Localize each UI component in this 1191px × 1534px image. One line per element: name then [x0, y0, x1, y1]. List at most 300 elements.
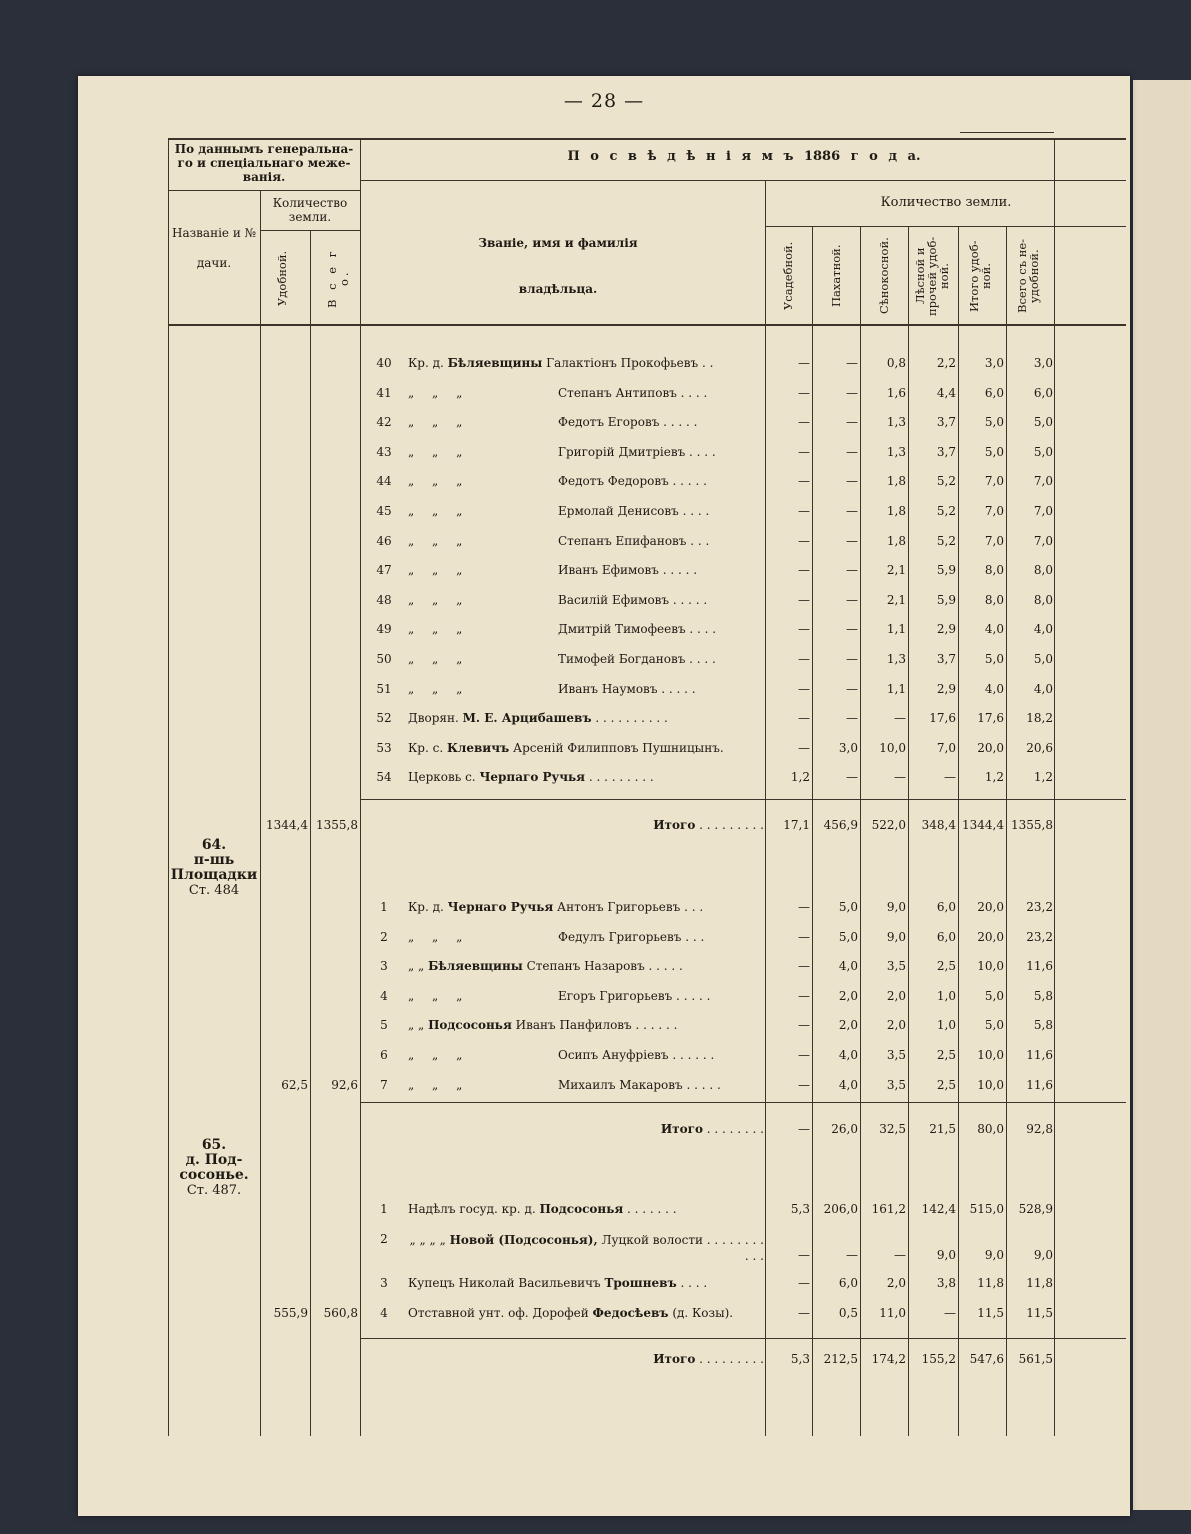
col-header-seno: Сѣнокосной.	[877, 237, 891, 315]
total-label	[408, 1352, 764, 1366]
owner-place: Бѣляевщины	[447, 356, 543, 370]
col-header-pakh: Пахатной.	[829, 244, 843, 308]
value-seno: 9,0	[886, 929, 906, 944]
total-row	[168, 1122, 1126, 1144]
total-les: 21,5	[929, 1122, 956, 1136]
total-vsego: 561,5	[1018, 1352, 1053, 1366]
total-itud: 80,0	[977, 1122, 1004, 1136]
left-values-row	[168, 1078, 1126, 1100]
owner-prefix: „ „	[408, 959, 429, 974]
value-vsego: 7,0	[1033, 533, 1053, 548]
owner-place: Подсосонья	[428, 1018, 512, 1033]
table-row	[168, 1202, 1126, 1224]
row-number: 2	[380, 1232, 388, 1246]
owner-cell	[408, 504, 764, 518]
row-number: 45	[376, 504, 392, 518]
owner-prefix: Кр. д.	[408, 356, 448, 370]
total-les: 155,2	[921, 1352, 956, 1366]
value-seno: 2,1	[886, 592, 906, 607]
value-vsego: 11,8	[1026, 1276, 1053, 1290]
owner-prefix: „ „ „	[408, 415, 463, 430]
dacha-name-line: сосонье.	[179, 1167, 249, 1183]
value-pakh: —	[846, 356, 858, 370]
owner-cell	[408, 474, 764, 488]
value-vsego: 3,0	[1033, 356, 1053, 370]
total-rule	[360, 1338, 1126, 1339]
table-row	[168, 711, 1126, 733]
owner-cell	[408, 652, 764, 666]
owner-place: Черпаго Ручья	[479, 770, 586, 785]
col-header-itogo-ud: Итого удоб-ной.	[967, 240, 993, 312]
total-label	[408, 818, 764, 832]
value-seno: 1,1	[886, 622, 906, 637]
owner-name: . . . . . . . . . .	[591, 711, 668, 726]
value-les: 5,9	[936, 563, 956, 578]
value-usad: —	[798, 474, 810, 489]
value-pakh: —	[846, 504, 858, 518]
header-rule	[960, 132, 1054, 133]
value-itud: 5,0	[984, 415, 1004, 430]
value-pakh: —	[846, 533, 858, 548]
value-vsego: 8,0	[1033, 563, 1053, 578]
value-usad: —	[798, 444, 810, 459]
next-page-edge	[1133, 80, 1191, 1510]
value-vsego: 4,0	[1033, 681, 1053, 696]
table-row	[168, 989, 1126, 1011]
value-pakh: —	[846, 1248, 858, 1262]
owner-prefix: „ „ „	[408, 1048, 463, 1062]
total-word: Итого	[653, 1352, 696, 1366]
value-itud: 11,5	[977, 1306, 1004, 1320]
value-itud: 17,6	[977, 711, 1004, 726]
value-itud: 7,0	[984, 474, 1004, 489]
page-number: — 28 —	[563, 90, 645, 112]
value-usad: —	[798, 592, 810, 607]
total-row	[168, 818, 1126, 840]
owner-cell	[408, 1048, 764, 1062]
value-seno: —	[894, 1248, 906, 1262]
col-header-name: Названіе и № дачи.	[172, 226, 256, 270]
owner-prefix: „ „ „	[408, 929, 463, 944]
value-les: 1,0	[936, 988, 956, 1003]
total-itud: 547,6	[969, 1352, 1004, 1366]
value-seno: 3,5	[886, 1077, 906, 1092]
dacha-label	[168, 838, 260, 898]
owner-cell	[408, 563, 764, 577]
owner-cell	[408, 1232, 764, 1264]
owner-cell	[408, 930, 764, 944]
col-header-qty-left: Количество земли.	[272, 196, 348, 224]
owner-name: Арсеній Филипповъ Пушницынъ.	[509, 740, 724, 755]
value-usad: —	[798, 622, 810, 637]
owner-name: . . . .	[676, 1276, 708, 1290]
value-usad: —	[798, 711, 810, 726]
value-vsego: 11,6	[1026, 1077, 1053, 1092]
owner-cell	[408, 959, 764, 973]
dacha-name-line: п-шь	[193, 852, 235, 868]
table-row	[168, 900, 1126, 922]
table-row	[168, 593, 1126, 615]
row-number: 43	[376, 444, 392, 459]
owner-prefix: „ „ „	[408, 652, 463, 666]
value-pakh: —	[846, 622, 858, 637]
total-word: Итого	[653, 818, 696, 832]
value-les: 5,2	[936, 533, 956, 548]
owner-prefix: „ „ „	[408, 385, 463, 400]
value-seno: 1,1	[886, 681, 906, 696]
owner-prefix: „ „ „	[408, 1077, 463, 1092]
total-pakh: 212,5	[823, 1352, 858, 1366]
table-row	[168, 1232, 1126, 1263]
value-vsego: 11,6	[1026, 959, 1053, 974]
value-usad: —	[798, 1276, 810, 1290]
row-number: 44	[376, 474, 392, 489]
value-usad: —	[798, 563, 810, 578]
table-row	[168, 959, 1126, 981]
dacha-station: Ст. 487.	[186, 1183, 242, 1198]
value-les: —	[944, 1306, 956, 1320]
value-seno: 1,3	[886, 652, 906, 666]
owner-prefix: „ „ „	[408, 474, 463, 489]
value-pakh: —	[846, 415, 858, 430]
row-number: 1	[380, 900, 388, 914]
dacha-label	[168, 1138, 260, 1198]
value-les: 5,2	[936, 504, 956, 518]
value-itud: 515,0	[969, 1202, 1004, 1216]
table-row	[168, 504, 1126, 526]
owner-name: Василій Ефимовъ . . . . .	[558, 592, 708, 607]
owner-prefix: Отставной унт. оф. Дорофей	[408, 1306, 593, 1320]
col-header-udobn: Удобной.	[275, 250, 289, 306]
value-les: 2,9	[936, 681, 956, 696]
owner-name: Антонъ Григорьевъ . . .	[553, 900, 704, 914]
value-itud: 20,0	[977, 929, 1004, 944]
row-number: 50	[376, 652, 392, 666]
table-top-border	[168, 138, 1126, 140]
row-number: 6	[380, 1048, 388, 1062]
table-row	[168, 474, 1126, 496]
row-number: 52	[376, 711, 392, 726]
dacha-name-line: Площадки	[170, 867, 258, 883]
header-rule	[260, 230, 360, 231]
left-udobn: 1344,4	[266, 818, 308, 832]
row-number: 54	[376, 770, 392, 785]
row-number: 7	[380, 1077, 388, 1092]
value-vsego: 18,2	[1026, 711, 1053, 726]
value-les: 2,5	[936, 959, 956, 974]
owner-prefix: „ „ „	[408, 592, 463, 607]
value-les: 5,9	[936, 592, 956, 607]
owner-place: Подсосонья	[539, 1202, 624, 1216]
owner-prefix: Церковь с.	[408, 770, 480, 785]
value-pakh: —	[846, 444, 858, 459]
owner-name: Луцкой волости . . . . . . . . . . .	[597, 1233, 764, 1263]
table-row	[168, 386, 1126, 408]
owner-prefix: „ „ „	[408, 681, 463, 696]
value-usad: 1,2	[790, 770, 810, 785]
value-usad: —	[798, 1306, 810, 1320]
value-pakh: —	[846, 681, 858, 696]
value-pakh: 6,0	[838, 1276, 858, 1290]
row-number: 42	[376, 415, 392, 430]
value-itud: 8,0	[984, 563, 1004, 578]
total-itud: 1344,4	[962, 818, 1004, 832]
owner-cell	[408, 534, 764, 548]
table-row	[168, 930, 1126, 952]
value-usad: —	[798, 929, 810, 944]
owner-place: Чернаго Ручья	[447, 900, 554, 914]
owner-prefix: Кр. д.	[408, 900, 448, 914]
owner-name: Иванъ Панфиловъ . . . . . .	[511, 1018, 678, 1033]
owner-cell	[408, 682, 764, 696]
table-row	[168, 741, 1126, 763]
owner-cell	[408, 900, 764, 914]
col-header-usad: Усадебной.	[781, 241, 795, 311]
value-pakh: —	[846, 711, 858, 726]
value-seno: 0,8	[886, 356, 906, 370]
row-number: 1	[380, 1202, 388, 1216]
document-page	[78, 76, 1130, 1516]
header-1886-data: П о с в ѣ д ѣ н і я м ъ 1886 г о д а.	[567, 149, 921, 164]
owner-name: Осипъ Ануфріевъ . . . . . .	[558, 1048, 715, 1062]
total-seno: 174,2	[871, 1352, 906, 1366]
owner-cell	[408, 1202, 764, 1216]
value-usad: —	[798, 900, 810, 914]
left-vsego: 560,8	[323, 1306, 358, 1320]
total-usad: —	[798, 1122, 810, 1136]
value-itud: 11,8	[977, 1276, 1004, 1290]
value-seno: 1,6	[886, 385, 906, 400]
value-vsego: 11,6	[1026, 1048, 1053, 1062]
value-les: 3,8	[936, 1276, 956, 1290]
value-usad: —	[798, 740, 810, 755]
value-les: 3,7	[936, 444, 956, 459]
table-row	[168, 445, 1126, 467]
owner-name: Григорій Дмитріевъ . . . .	[558, 444, 716, 459]
value-itud: 10,0	[977, 1048, 1004, 1062]
value-itud: 4,0	[984, 622, 1004, 637]
value-les: 6,0	[936, 929, 956, 944]
value-vsego: 8,0	[1033, 592, 1053, 607]
table-row	[168, 534, 1126, 556]
value-vsego: 5,0	[1033, 415, 1053, 430]
total-word: Итого	[660, 1122, 703, 1136]
owner-name: (д. Козы).	[668, 1306, 734, 1320]
value-usad: —	[798, 1077, 810, 1092]
value-itud: 7,0	[984, 504, 1004, 518]
owner-prefix: „ „ „	[408, 533, 463, 548]
row-number: 3	[380, 959, 388, 974]
owner-name: Дмитрій Тимофеевъ . . . .	[558, 622, 717, 637]
value-itud: 5,0	[984, 988, 1004, 1003]
value-les: 6,0	[936, 900, 956, 914]
value-les: 3,7	[936, 415, 956, 430]
total-dots: . . . . . . . . .	[695, 1352, 764, 1366]
row-number: 47	[376, 563, 392, 578]
value-seno: 1,8	[886, 504, 906, 518]
owner-cell	[408, 1276, 764, 1290]
col-header-owner: Званіе, имя и фамилія владѣльца.	[478, 236, 638, 296]
owner-cell	[408, 593, 764, 607]
row-number: 4	[380, 988, 388, 1003]
value-vsego: 7,0	[1033, 504, 1053, 518]
value-pakh: 4,0	[838, 1077, 858, 1092]
total-pakh: 456,9	[823, 818, 858, 832]
owner-cell	[408, 770, 764, 784]
owner-name: Егоръ Григорьевъ . . . . .	[558, 988, 711, 1003]
owner-place: Новой (Подсосонья),	[449, 1233, 598, 1247]
total-row	[168, 1352, 1126, 1374]
owner-cell	[408, 622, 764, 636]
row-number: 2	[380, 929, 388, 944]
total-pakh: 26,0	[831, 1122, 858, 1136]
header-general-survey: По даннымъ генеральна-го и спеціальнаго меже-ванія.	[174, 142, 354, 184]
value-vsego: 5,8	[1033, 1018, 1053, 1033]
value-usad: —	[798, 988, 810, 1003]
owner-prefix: Кр. с.	[408, 740, 447, 755]
owner-place: Федосѣевъ	[592, 1306, 669, 1320]
owner-cell	[408, 386, 764, 400]
table-row	[168, 652, 1126, 674]
total-usad: 17,1	[783, 818, 810, 832]
header-rule	[360, 180, 1126, 181]
row-number: 40	[376, 356, 392, 370]
value-usad: —	[798, 1248, 810, 1262]
value-pakh: 5,0	[838, 929, 858, 944]
total-seno: 522,0	[871, 818, 906, 832]
value-itud: 5,0	[984, 652, 1004, 666]
value-vsego: 5,8	[1033, 988, 1053, 1003]
table-row	[168, 356, 1126, 378]
value-seno: —	[894, 711, 906, 726]
value-seno: —	[894, 770, 906, 785]
row-number: 3	[380, 1276, 388, 1290]
owner-name: Федотъ Егоровъ . . . . .	[558, 415, 698, 430]
total-les: 348,4	[921, 818, 956, 832]
value-pakh: 2,0	[838, 988, 858, 1003]
value-itud: 6,0	[984, 385, 1004, 400]
value-vsego: 23,2	[1026, 929, 1053, 944]
dacha-name-line: 65.	[201, 1137, 227, 1153]
value-seno: 2,0	[886, 988, 906, 1003]
owner-prefix: Надѣлъ госуд. кр. д.	[408, 1202, 540, 1216]
owner-prefix: Дворян.	[408, 711, 463, 726]
row-number: 53	[376, 740, 392, 755]
col-header-qty-right: Количество земли.	[880, 195, 1012, 210]
row-number: 5	[380, 1018, 388, 1033]
value-usad: —	[798, 652, 810, 666]
value-vsego: 20,6	[1026, 740, 1053, 755]
value-vsego: 4,0	[1033, 622, 1053, 637]
value-vsego: 5,0	[1033, 444, 1053, 459]
row-number: 4	[380, 1306, 388, 1320]
total-seno: 32,5	[879, 1122, 906, 1136]
value-itud: 20,0	[977, 740, 1004, 755]
value-pakh: 4,0	[838, 959, 858, 974]
value-les: 17,6	[929, 711, 956, 726]
value-itud: 9,0	[984, 1248, 1004, 1262]
row-number: 51	[376, 681, 392, 696]
owner-prefix: „ „ „	[408, 563, 463, 578]
owner-name: Федулъ Григорьевъ . . .	[558, 929, 705, 944]
value-seno: 1,8	[886, 533, 906, 548]
table-row	[168, 563, 1126, 585]
total-rule	[360, 799, 1126, 800]
land-table	[168, 138, 1126, 1436]
value-les: 9,0	[936, 1248, 956, 1262]
owner-name: . . . . . . .	[623, 1202, 677, 1216]
value-seno: 161,2	[871, 1202, 906, 1216]
value-seno: 9,0	[886, 900, 906, 914]
value-les: 1,0	[936, 1018, 956, 1033]
value-itud: 4,0	[984, 681, 1004, 696]
table-row	[168, 1048, 1126, 1070]
value-seno: 1,3	[886, 415, 906, 430]
value-vsego: 5,0	[1033, 652, 1053, 666]
total-vsego: 92,8	[1026, 1122, 1053, 1136]
value-pakh: —	[846, 770, 858, 785]
value-usad: —	[798, 1048, 810, 1062]
total-vsego: 1355,8	[1011, 818, 1053, 832]
owner-cell	[408, 356, 764, 370]
owner-place: Клевичъ	[446, 740, 510, 755]
value-usad: —	[798, 385, 810, 400]
left-udobn: 62,5	[281, 1078, 308, 1092]
value-pakh: 206,0	[823, 1202, 858, 1216]
value-pakh: 3,0	[838, 740, 858, 755]
value-usad: —	[798, 959, 810, 974]
table-row	[168, 1018, 1126, 1040]
table-row	[168, 622, 1126, 644]
value-seno: 3,5	[886, 959, 906, 974]
value-seno: 1,8	[886, 474, 906, 489]
owner-name: Федотъ Федоровъ . . . . .	[558, 474, 707, 489]
value-vsego: 6,0	[1033, 385, 1053, 400]
header-bottom-border	[168, 324, 1126, 326]
owner-prefix: „ „ „ „	[409, 1233, 450, 1247]
value-vsego: 11,5	[1026, 1306, 1053, 1320]
value-vsego: 9,0	[1033, 1248, 1053, 1262]
owner-prefix: „ „ „	[408, 622, 463, 637]
value-usad: —	[798, 1018, 810, 1033]
owner-name: Степанъ Епифановъ . . .	[558, 533, 710, 548]
row-number: 46	[376, 533, 392, 548]
value-pakh: 5,0	[838, 900, 858, 914]
left-vsego: 1355,8	[316, 818, 358, 832]
row-number: 41	[376, 385, 392, 400]
owner-cell	[408, 989, 764, 1003]
value-pakh: —	[846, 385, 858, 400]
owner-cell	[408, 415, 764, 429]
owner-cell	[408, 741, 764, 755]
col-header-vsego-ne: Всего съ не-удобной.	[1015, 238, 1041, 314]
col-header-vsego: В с е г о.	[325, 248, 351, 308]
value-les: —	[944, 770, 956, 785]
owner-name: Михаилъ Макаровъ . . . . .	[558, 1077, 721, 1092]
owner-cell	[408, 711, 764, 725]
value-vsego: 7,0	[1033, 474, 1053, 489]
value-usad: 5,3	[790, 1202, 810, 1216]
value-usad: —	[798, 533, 810, 548]
owner-name: . . . . . . . . .	[585, 770, 654, 785]
value-pakh: 4,0	[838, 1048, 858, 1062]
value-itud: 20,0	[977, 900, 1004, 914]
value-itud: 8,0	[984, 592, 1004, 607]
value-seno: 1,3	[886, 444, 906, 459]
value-les: 2,2	[936, 356, 956, 370]
value-les: 2,5	[936, 1048, 956, 1062]
dacha-name-line: 64.	[201, 837, 227, 853]
